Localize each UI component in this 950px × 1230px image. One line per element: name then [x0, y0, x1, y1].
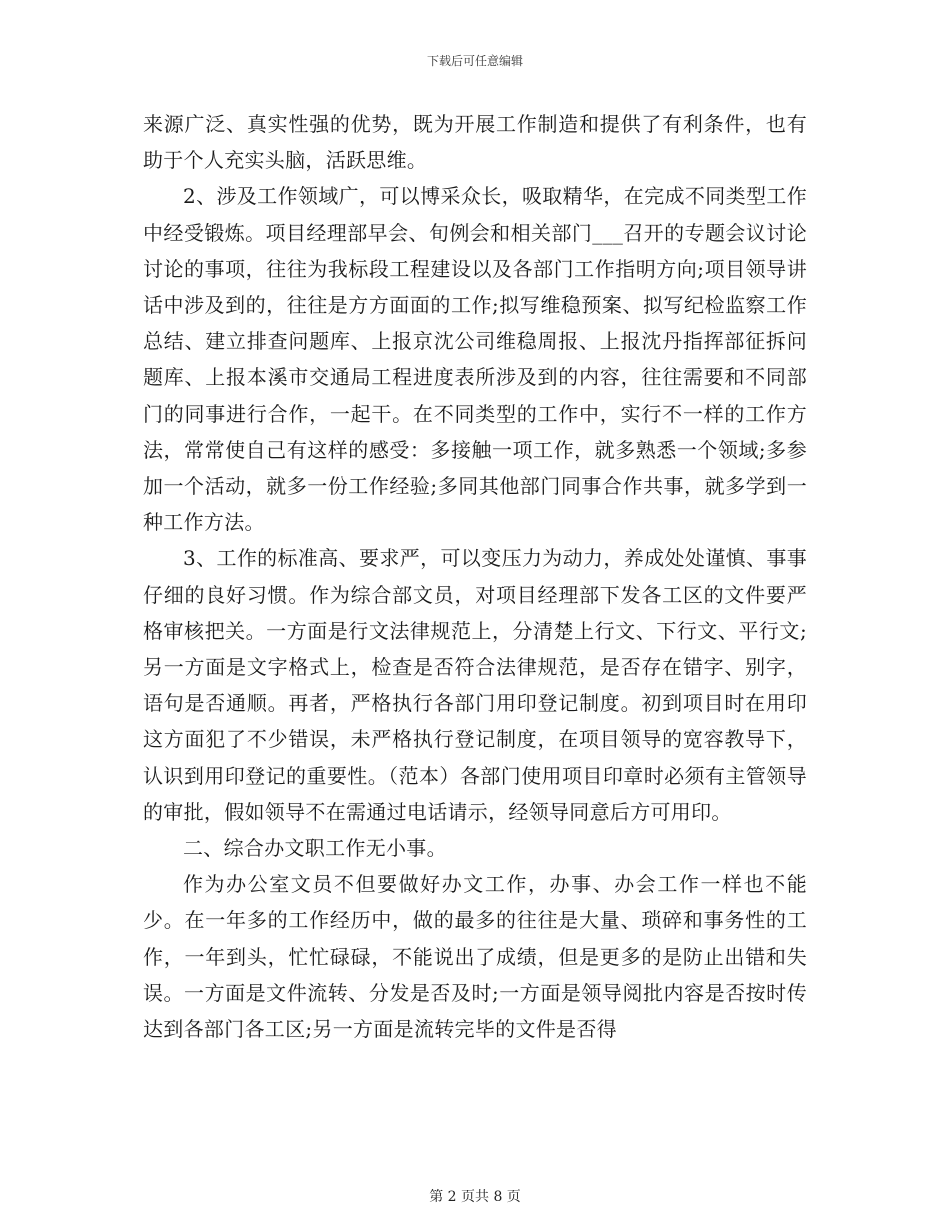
paragraph-2: 2、涉及工作领域广，可以博采众长，吸取精华，在完成不同类型工作中经受锻炼。项目经理部早会、旬例会和相关部门___召开的专题会议讨论讨论的事项，往往为我标段工程建设以及各部门工作指明方向;项目领导讲话中涉及到的，往往是方方面面的工作;拟写维稳预案、拟写纪检监察工作总结、建立排查问题库、上报京沈公司维稳周报、上报沈丹指挥部征拆问题库、上报本溪市交通局工程进度表所涉及到的内容，往往需要和不同部门的同事进行合作，一起干。在不同类型的工作中，实行不一样的工作方法，常常使自己有这样的感受：多接触一项工作，就多熟悉一个领域;多参加一个活动，就多一份工作经验;多同其他部门同事合作共事，就多学到一种工作方法。 — [143, 184, 807, 535]
page-number: 第 2 页共 8 页 — [429, 1189, 521, 1205]
paragraph-1: 来源广泛、真实性强的优势，既为开展工作制造和提供了有利条件，也有助于个人充实头脑，活跃思维。 — [143, 112, 807, 173]
document-body — [143, 106, 807, 1047]
section-heading: 二、综合办文职工作无小事。 — [183, 836, 447, 861]
paragraph-4: 作为办公室文员不但要做好办文工作，办事、办会工作一样也不能少。在一年多的工作经历中，做的最多的往往是大量、琐碎和事务性的工作，一年到头，忙忙碌碌，不能说出了成绩，但是更多的是防止出错和失误。一方面是文件流转、分发是否及时;一方面是领导阅批内容是否按时传达到各部门各工区;另一方面是流转完毕的文件是否得 — [143, 872, 807, 1042]
page-header-note: 下载后可任意编辑 — [426, 54, 523, 68]
paragraph-3: 3、工作的标准高、要求严，可以变压力为动力，养成处处谨慎、事事仔细的良好习惯。作为综合部文员，对项目经理部下发各工区的文件要严格审核把关。一方面是行文法律规范上，分清楚上行文、下行文、平行文;另一方面是文字格式上，检查是否符合法律规范，是否存在错字、别字，语句是否通顺。再者，严格执行各部门用印登记制度。初到项目时在用印这方面犯了不少错误，未严格执行登记制度，在项目领导的宽容教导下，认识到用印登记的重要性。（范本）各部门使用项目印章时必须有主管领导的审批，假如领导不在需通过电话请示，经领导同意后方可用印。 — [143, 546, 807, 824]
